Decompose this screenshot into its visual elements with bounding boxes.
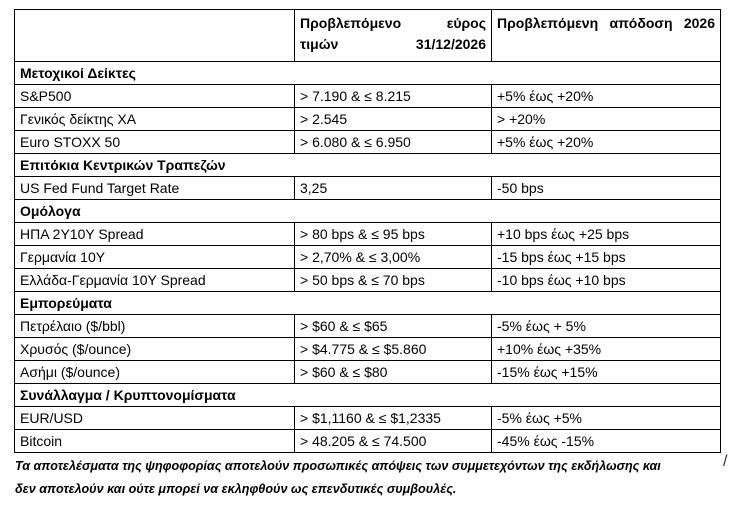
table-row <box>15 131 721 154</box>
table-row <box>15 177 721 200</box>
category-label: Συνάλλαγμα / Κρυπτονομίσματα <box>15 384 721 407</box>
stray-slash-mark: / <box>723 453 728 470</box>
table-row <box>15 246 721 269</box>
range-cell: > 48.205 & ≤ 74.500 <box>295 430 492 453</box>
return-cell: -50 bps <box>492 177 721 200</box>
instrument-cell: Πετρέλαιο ($/bbl) <box>15 315 295 338</box>
category-label: Επιτόκια Κεντρικών Τραπεζών <box>15 154 721 177</box>
return-cell: -5% έως + 5% <box>492 315 721 338</box>
category-label: Ομόλογα <box>15 200 721 223</box>
range-cell: 3,25 <box>295 177 492 200</box>
range-cell: > 6.080 & ≤ 6.950 <box>295 131 492 154</box>
instrument-cell: Ελλάδα-Γερμανία 10Y Spread <box>15 269 295 292</box>
return-cell: -45% έως -15% <box>492 430 721 453</box>
range-cell: > 80 bps & ≤ 95 bps <box>295 223 492 246</box>
category-label: Μετοχικοί Δείκτες <box>15 62 721 85</box>
range-cell: > 7.190 & ≤ 8.215 <box>295 85 492 108</box>
instrument-cell: Euro STOXX 50 <box>15 131 295 154</box>
table-row <box>15 85 721 108</box>
forecast-table <box>14 9 721 453</box>
header-cell-range: Προβλεπόμενο εύρος τιμών 31/12/2026 <box>295 10 492 62</box>
return-cell: -15 bps έως +15 bps <box>492 246 721 269</box>
table-row <box>15 361 721 384</box>
range-cell: > 50 bps & ≤ 70 bps <box>295 269 492 292</box>
category-label: Εμπορεύματα <box>15 292 721 315</box>
category-row <box>15 154 721 177</box>
range-cell: > 2.545 <box>295 108 492 131</box>
range-cell: > 2,70% & ≤ 3,00% <box>295 246 492 269</box>
forecast-table-body <box>15 10 721 453</box>
category-row <box>15 292 721 315</box>
category-row <box>15 200 721 223</box>
return-cell: -10 bps έως +10 bps <box>492 269 721 292</box>
table-row <box>15 223 721 246</box>
instrument-cell: S&P500 <box>15 85 295 108</box>
instrument-cell: Bitcoin <box>15 430 295 453</box>
range-cell: > $4.775 & ≤ $5.860 <box>295 338 492 361</box>
instrument-cell: Ασήμι ($/ounce) <box>15 361 295 384</box>
disclaimer-line-1: Τα αποτελέσματα της ψηφοφορίας αποτελούν προσωπικές απόψεις των συμμετεχόντων της εκδήλωσης και <box>15 459 661 473</box>
return-cell: +5% έως +20% <box>492 85 721 108</box>
table-row <box>15 338 721 361</box>
instrument-cell: ΗΠΑ 2Y10Y Spread <box>15 223 295 246</box>
category-row <box>15 384 721 407</box>
category-row <box>15 62 721 85</box>
range-cell: > $1,1160 & ≤ $1,2335 <box>295 407 492 430</box>
disclaimer <box>15 455 727 501</box>
table-row <box>15 315 721 338</box>
table-row <box>15 108 721 131</box>
range-cell: > $60 & ≤ $65 <box>295 315 492 338</box>
instrument-cell: US Fed Fund Target Rate <box>15 177 295 200</box>
return-cell: -5% έως +5% <box>492 407 721 430</box>
disclaimer-line-2: δεν αποτελούν και ούτε μπορεί να εκληφθούν ως επενδυτικές συμβουλές. <box>15 482 457 496</box>
table-row <box>15 407 721 430</box>
table-row <box>15 430 721 453</box>
return-cell: -15% έως +15% <box>492 361 721 384</box>
return-cell: > +20% <box>492 108 721 131</box>
return-cell: +10 bps έως +25 bps <box>492 223 721 246</box>
range-cell: > $60 & ≤ $80 <box>295 361 492 384</box>
table-header-row <box>15 10 721 62</box>
instrument-cell: Γερμανία 10Y <box>15 246 295 269</box>
header-cell-empty <box>15 10 295 62</box>
table-row <box>15 269 721 292</box>
instrument-cell: EUR/USD <box>15 407 295 430</box>
instrument-cell: Χρυσός ($/ounce) <box>15 338 295 361</box>
instrument-cell: Γενικός δείκτης ΧΑ <box>15 108 295 131</box>
return-cell: +5% έως +20% <box>492 131 721 154</box>
header-cell-return: Προβλεπόμενη απόδοση 2026 <box>492 10 721 62</box>
return-cell: +10% έως +35% <box>492 338 721 361</box>
